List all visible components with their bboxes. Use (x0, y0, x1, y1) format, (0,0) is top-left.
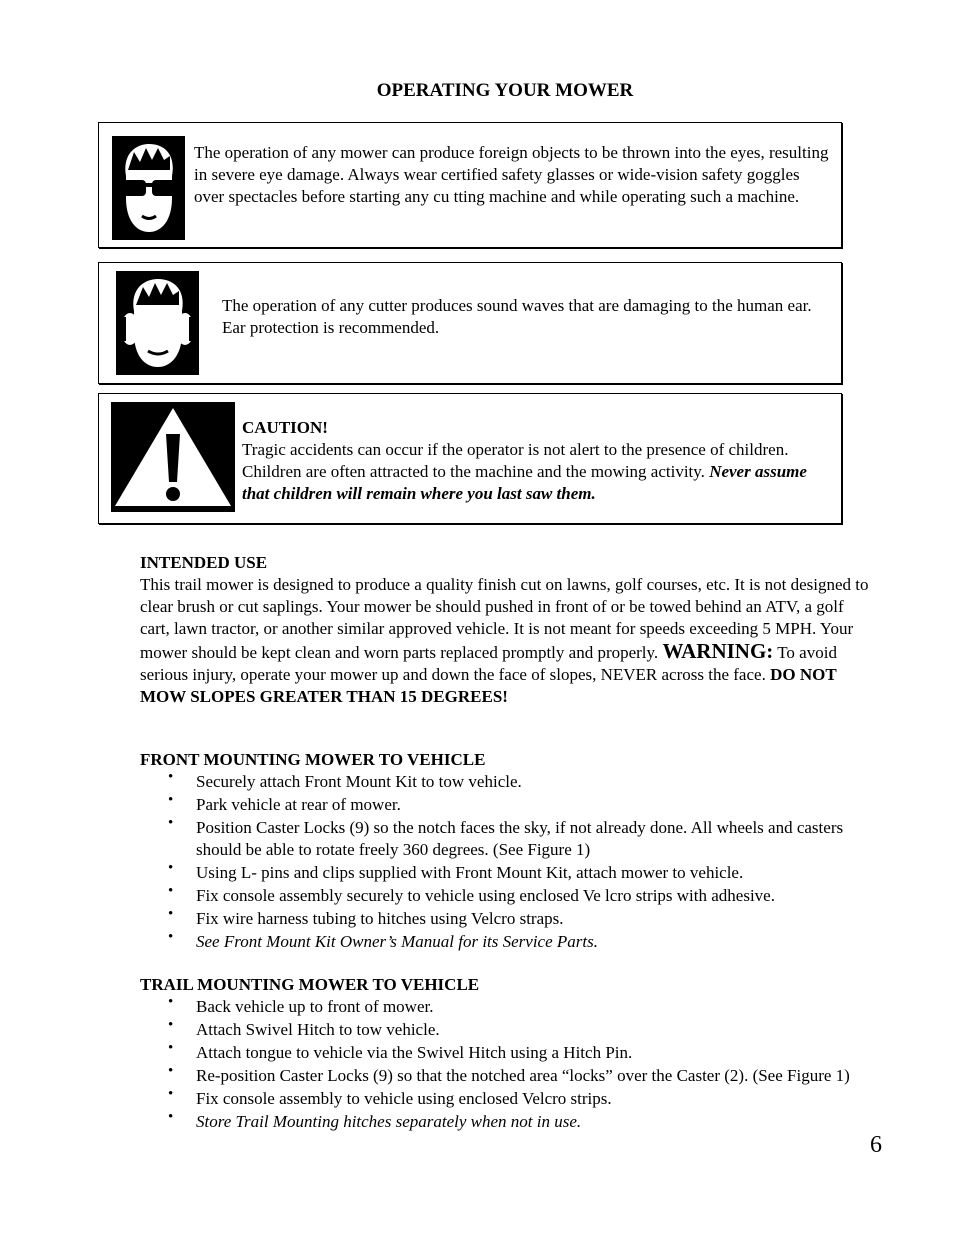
safety-glasses-head-icon (112, 136, 185, 240)
list-item: • Attach tongue to vehicle via the Swivel Hitch using a Hitch Pin. (140, 1042, 870, 1064)
list-item: • Attach Swivel Hitch to tow vehicle. (140, 1019, 870, 1041)
eye-protection-notice (98, 122, 842, 248)
ear-protection-head-icon (116, 271, 199, 375)
bullet-icon: • (168, 1086, 174, 1102)
warning-text: To avoid serious injury, operate your mower up and down the face of slopes, NEVER across the face. (140, 643, 837, 684)
list-item: • Re-position Caster Locks (9) so that the notched area “locks” over the Caster (2). (See Figure 1) (140, 1065, 870, 1087)
list-item: • See Front Mount Kit Owner’s Manual for its Service Parts. (140, 931, 870, 953)
list-item: • Using L- pins and clips supplied with Front Mount Kit, attach mower to vehicle. (140, 862, 870, 884)
bullet-icon: • (168, 1109, 174, 1125)
page-number: 6 (870, 1132, 882, 1158)
list-item: • Store Trail Mounting hitches separately when not in use. (140, 1111, 870, 1133)
warning-label: WARNING: (662, 639, 774, 663)
list-item: • Back vehicle up to front of mower. (140, 996, 870, 1018)
bullet-icon: • (168, 769, 174, 785)
front-mount-heading: FRONT MOUNTING MOWER TO VEHICLE (140, 750, 486, 769)
bullet-icon: • (168, 1063, 174, 1079)
eye-protection-text: The operation of any mower can produce foreign objects to be thrown into the eyes, resulting in severe eye damage. Always wear certified safety glasses or wide-vision safety goggles over spectacles before starting any cu tting machine and while operating such a machine. (194, 143, 829, 206)
list-item: • Park vehicle at rear of mower. (140, 794, 870, 816)
trail-mount-heading: TRAIL MOUNTING MOWER TO VEHICLE (140, 975, 480, 994)
caution-triangle-icon (111, 402, 235, 512)
bullet-icon: • (168, 860, 174, 876)
bullet-icon: • (168, 994, 174, 1010)
slope-warning: DO NOT MOW SLOPES GREATER THAN 15 DEGREES! (140, 665, 837, 706)
list-item: • Position Caster Locks (9) so the notch faces the sky, if not already done. All wheels and casters should be able to rotate freely 360 degrees. (See Figure 1) (140, 817, 870, 861)
caution-text: Tragic accidents can occur if the operator is not alert to the presence of children. Children are often attracted to the machine and the mowing activity. (242, 440, 789, 481)
intended-use-paragraph (140, 574, 870, 708)
caution-heading: CAUTION! (242, 418, 328, 437)
bullet-icon: • (168, 906, 174, 922)
caution-emphasis: Never assume that children will remain where you last saw them. (242, 462, 807, 503)
intended-use-text: This trail mower is designed to produce a quality finish cut on lawns, golf courses, etc. It is not designed to clear brush or cut saplings. Your mower be should pushed in front of or be towed behind an ATV, a golf cart, lawn tractor, or another similar approved vehicle. It is not meant for speeds exceeding 5 MPH. Your mower should be kept clean and worn parts replaced promptly and properly. (140, 575, 869, 662)
trail-mount-list (140, 996, 870, 1133)
front-mount-section (140, 749, 870, 954)
intended-use-heading: INTENDED USE (140, 553, 268, 572)
bullet-icon: • (168, 929, 174, 945)
list-item: • Securely attach Front Mount Kit to tow vehicle. (140, 771, 870, 793)
list-item: • Fix wire harness tubing to hitches using Velcro straps. (140, 908, 870, 930)
page-title: OPERATING YOUR MOWER (376, 80, 634, 101)
list-item: • Fix console assembly to vehicle using enclosed Velcro strips. (140, 1088, 870, 1110)
list-item: • Fix console assembly securely to vehicle using enclosed Ve lcro strips with adhesive. (140, 885, 870, 907)
bullet-icon: • (168, 883, 174, 899)
bullet-icon: • (168, 1040, 174, 1056)
ear-protection-text: The operation of any cutter produces sound waves that are damaging to the human ear. Ear protection is recommended. (222, 296, 812, 337)
bullet-icon: • (168, 1017, 174, 1033)
bullet-icon: • (168, 792, 174, 808)
caution-notice (98, 393, 842, 524)
bullet-icon: • (168, 815, 174, 831)
intended-use-section (140, 552, 870, 708)
ear-protection-notice (98, 262, 842, 384)
trail-mount-section (140, 974, 870, 1134)
front-mount-list (140, 771, 870, 953)
